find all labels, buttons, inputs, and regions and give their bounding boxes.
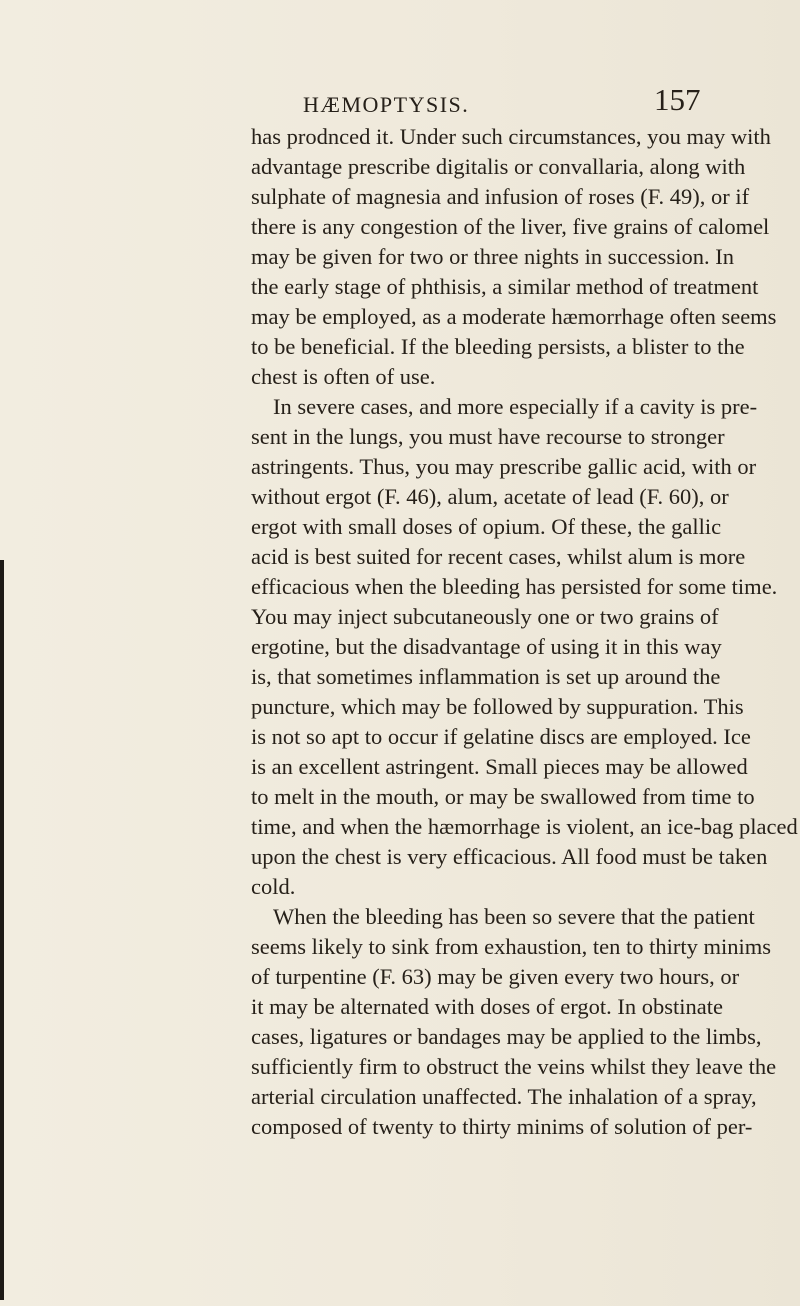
text-line: upon the chest is very efficacious. All food must be taken bbox=[251, 844, 768, 869]
page-number: 157 bbox=[654, 82, 701, 117]
text-line: may be employed, as a moderate hæmorrhage often seems bbox=[251, 304, 777, 329]
text-line: there is any congestion of the liver, five grains of calomel bbox=[251, 214, 770, 239]
text-line: sent in the lungs, you must have recourse to stronger bbox=[251, 424, 725, 449]
text-line: has prodnced it. Under such circumstances, you may with bbox=[251, 124, 771, 149]
text-line: advantage prescribe digitalis or convallaria, along with bbox=[251, 154, 746, 179]
running-head: HÆMOPTYSIS. bbox=[303, 92, 470, 117]
text-line: cases, ligatures or bandages may be applied to the limbs, bbox=[251, 1024, 762, 1049]
text-line: composed of twenty to thirty minims of solution of per- bbox=[251, 1114, 753, 1139]
text-line: You may inject subcutaneously one or two grains of bbox=[251, 604, 719, 629]
text-line: time, and when the hæmorrhage is violent, an ice-bag placed bbox=[251, 814, 798, 839]
text-line: ergot with small doses of opium. Of these, the gallic bbox=[251, 514, 722, 539]
page-header bbox=[0, 82, 800, 122]
text-line: may be given for two or three nights in succession. In bbox=[251, 244, 735, 269]
text-line: astringents. Thus, you may prescribe gallic acid, with or bbox=[251, 454, 757, 479]
text-line: sulphate of magnesia and infusion of roses (F. 49), or if bbox=[251, 184, 750, 209]
text-line: to melt in the mouth, or may be swallowed from time to bbox=[251, 784, 755, 809]
text-line: cold. bbox=[251, 874, 296, 899]
text-line: the early stage of phthisis, a similar method of treatment bbox=[251, 274, 759, 299]
text-line: is not so apt to occur if gelatine discs are employed. Ice bbox=[251, 724, 751, 749]
paragraph-first-line: When the bleeding has been so severe that the patient bbox=[273, 904, 755, 929]
text-line: of turpentine (F. 63) may be given every two hours, or bbox=[251, 964, 740, 989]
text-line: is, that sometimes inflammation is set up around the bbox=[251, 664, 721, 689]
text-line: it may be alternated with doses of ergot. In obstinate bbox=[251, 994, 723, 1019]
text-line: without ergot (F. 46), alum, acetate of lead (F. 60), or bbox=[251, 484, 729, 509]
text-line: puncture, which may be followed by suppuration. This bbox=[251, 694, 744, 719]
text-line: to be beneficial. If the bleeding persists, a blister to the bbox=[251, 334, 745, 359]
text-line: sufficiently firm to obstruct the veins whilst they leave the bbox=[251, 1054, 777, 1079]
text-line: ergotine, but the disadvantage of using it in this way bbox=[251, 634, 722, 659]
text-line: chest is often of use. bbox=[251, 364, 436, 389]
text-line: efficacious when the bleeding has persisted for some time. bbox=[251, 574, 778, 599]
text-line: seems likely to sink from exhaustion, ten to thirty minims bbox=[251, 934, 771, 959]
text-line: is an excellent astringent. Small pieces may be allowed bbox=[251, 754, 748, 779]
paragraph-first-line: In severe cases, and more especially if a cavity is pre- bbox=[273, 394, 758, 419]
text-line: acid is best suited for recent cases, whilst alum is more bbox=[251, 544, 746, 569]
page-edge-shadow bbox=[0, 560, 4, 1300]
text-line: arterial circulation unaffected. The inhalation of a spray, bbox=[251, 1084, 757, 1109]
